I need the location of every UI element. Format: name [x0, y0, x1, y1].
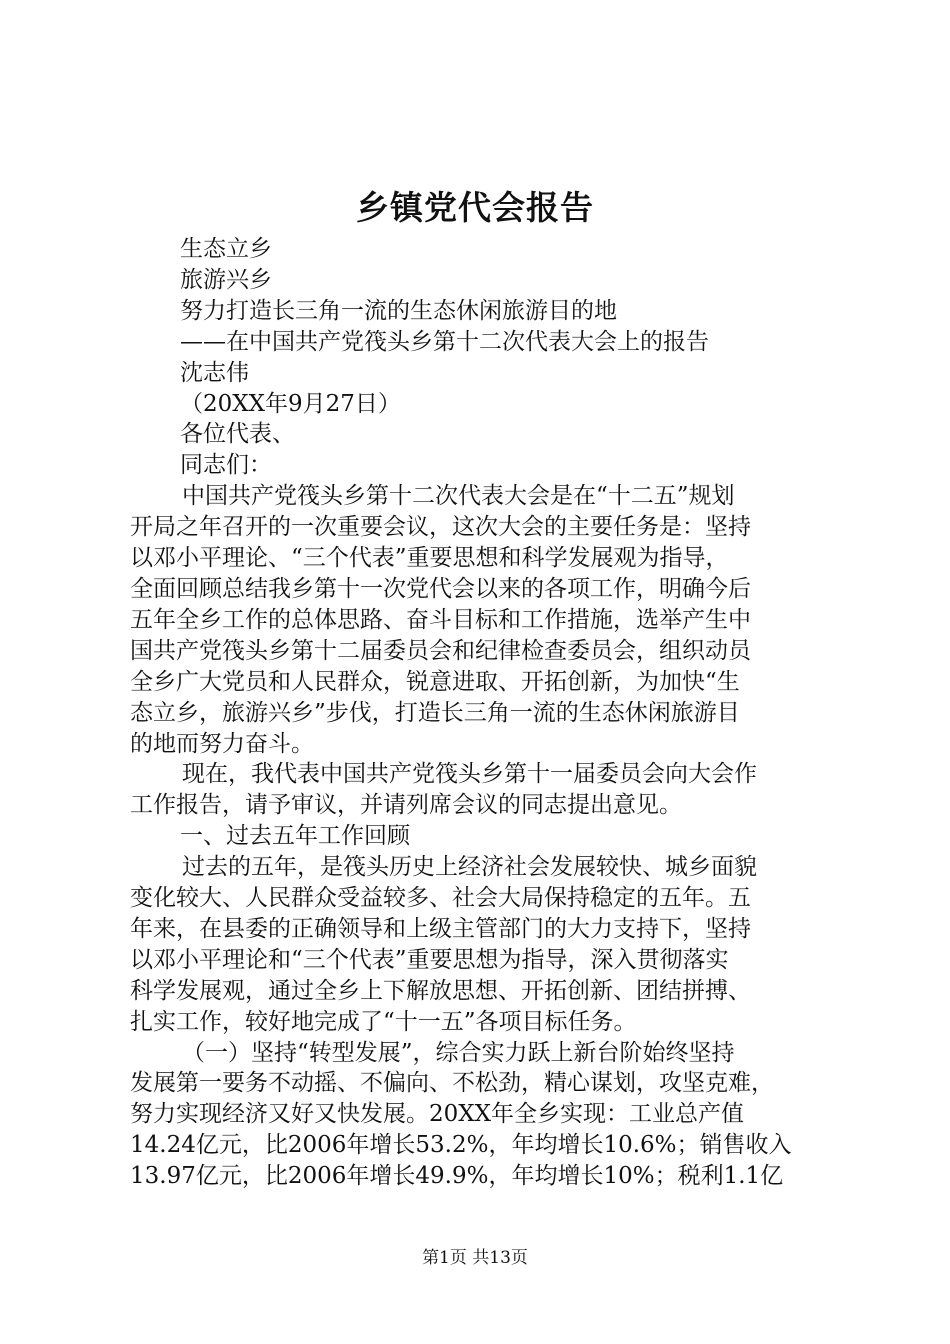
- paragraph-line: 过去的五年，是筏头历史上经济社会发展较快、城乡面貌: [182, 854, 757, 881]
- paragraph-line: 国共产党筏头乡第十二届委员会和纪律检查委员会，组织动员: [130, 637, 751, 664]
- paragraph-line: 发展第一要务不动摇、不偏向、不松劲，精心谋划，攻坚克难，: [130, 1070, 774, 1097]
- header-line: 努力打造长三角一流的生态休闲旅游目的地: [180, 297, 617, 324]
- header-line: 生态立乡: [180, 236, 272, 262]
- document-body: [130, 234, 830, 1192]
- paragraph-line: 态立乡，旅游兴乡”步伐，打造长三角一流的生态休闲旅游目: [130, 699, 740, 726]
- page-footer: 第1页 共13页: [422, 1248, 528, 1268]
- paragraph-line: 扎实工作，较好地完成了“十一五”各项目标任务。: [130, 1008, 637, 1035]
- paragraph-line: 14.24亿元，比2006年增长53.2%，年均增长10.6%；销售收入: [130, 1132, 792, 1159]
- paragraph-line: 科学发展观，通过全乡上下解放思想、开拓创新、团结拼搏、: [130, 977, 751, 1004]
- document-title: 乡镇党代会报告: [356, 188, 594, 227]
- salutation-line: 各位代表、: [180, 421, 295, 448]
- paragraph-line: 努力实现经济又好又快发展。20XX年全乡实现：工业总产值: [130, 1101, 745, 1128]
- paragraph-line: 工作报告，请予审议，并请列席会议的同志提出意见。: [130, 792, 682, 819]
- section-heading: 一、过去五年工作回顾: [180, 823, 410, 850]
- paragraph-line: 的地而努力奋斗。: [130, 730, 314, 757]
- paragraph-line: 五年全乡工作的总体思路、奋斗目标和工作措施，选举产生中: [130, 606, 751, 633]
- header-line: ——在中国共产党筏头乡第十二次代表大会上的报告: [180, 328, 709, 355]
- paragraph-line: 全乡广大党员和人民群众，锐意进取、开拓创新，为加快“生: [130, 668, 740, 695]
- paragraph-line: 以邓小平理论、“三个代表”重要思想和科学发展观为指导，: [130, 545, 729, 572]
- paragraph-line: 开局之年召开的一次重要会议，这次大会的主要任务是：坚持: [130, 514, 751, 541]
- paragraph-line: 中国共产党筏头乡第十二次代表大会是在“十二五”规划: [182, 483, 735, 510]
- paragraph-line: 变化较大、人民群众受益较多、社会大局保持稳定的五年。五: [130, 885, 751, 912]
- paragraph-line: 全面回顾总结我乡第十一次党代会以来的各项工作，明确今后: [130, 575, 751, 602]
- header-line: 旅游兴乡: [180, 266, 272, 293]
- paragraph-line: （一）坚持“转型发展”，综合实力跃上新台阶始终坚持: [182, 1039, 735, 1066]
- author-line: 沈志伟: [180, 359, 249, 386]
- paragraph-line: 13.97亿元，比2006年增长49.9%，年均增长10%；税利1.1亿: [130, 1163, 784, 1190]
- salutation-line: 同志们：: [180, 452, 272, 479]
- paragraph-line: 年来，在县委的正确领导和上级主管部门的大力支持下，坚持: [130, 915, 751, 942]
- paragraph-line: 以邓小平理论和“三个代表”重要思想为指导，深入贯彻落实: [130, 946, 729, 973]
- paragraph-line: 现在，我代表中国共产党筏头乡第十一届委员会向大会作: [182, 761, 757, 788]
- date-line: （20XX年9月27日）: [180, 390, 401, 417]
